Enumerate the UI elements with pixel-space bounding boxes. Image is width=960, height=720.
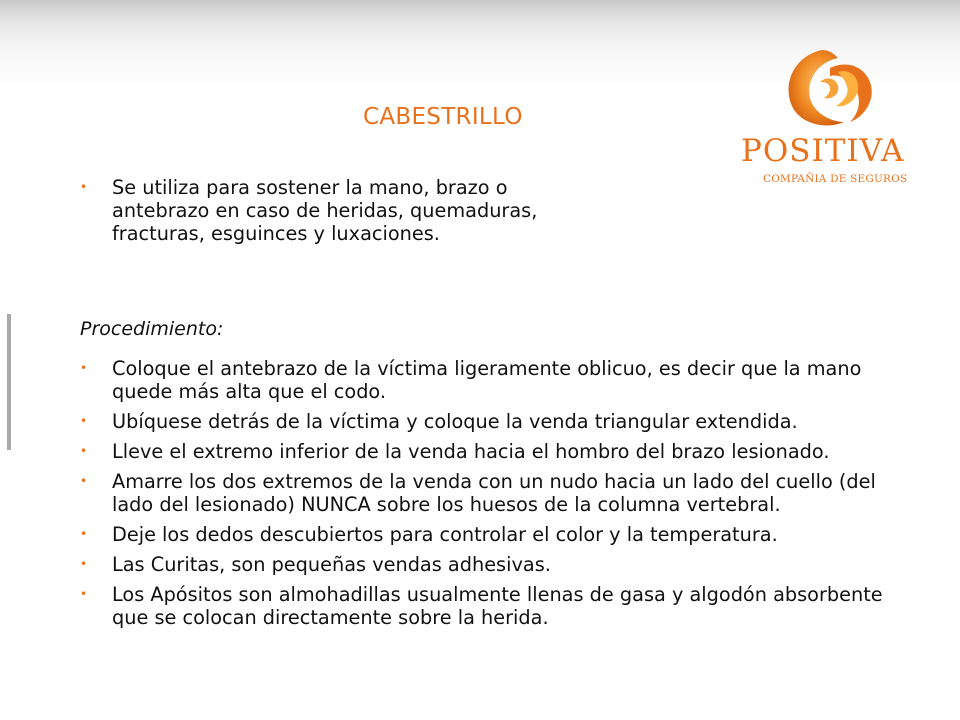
procedure-step-text: Coloque el antebrazo de la víctima ligeramente oblicuo, es decir que la mano quede más alta que el codo. bbox=[112, 357, 862, 403]
procedure-steps-list bbox=[80, 357, 900, 636]
procedure-step-text: Ubíquese detrás de la víctima y coloque la venda triangular extendida. bbox=[112, 410, 798, 433]
procedure-label: Procedimiento: bbox=[80, 318, 224, 340]
procedure-step-item bbox=[80, 470, 900, 516]
procedure-step-text: Deje los dedos descubiertos para controlar el color y la temperatura. bbox=[112, 523, 778, 546]
bullet-dot-icon: • bbox=[80, 180, 88, 194]
procedure-step-item bbox=[80, 440, 900, 463]
bullet-dot-icon: • bbox=[80, 557, 88, 571]
slide-title: CABESTRILLO bbox=[363, 104, 523, 130]
bullet-dot-icon: • bbox=[80, 527, 88, 541]
logo-wordmark: POSITIVA bbox=[741, 133, 905, 169]
procedure-step-text: Los Apósitos son almohadillas usualmente llenas de gasa y algodón absorbente que se colocan directamente sobre la herida. bbox=[112, 583, 883, 629]
left-accent-bar bbox=[7, 314, 11, 450]
procedure-step-item bbox=[80, 583, 900, 629]
intro-bullet-text: Se utiliza para sostener la mano, brazo o antebrazo en caso de heridas, quemaduras, fracturas, esguinces y luxaciones. bbox=[112, 176, 538, 245]
positiva-logo-icon bbox=[734, 42, 924, 192]
procedure-step-item bbox=[80, 523, 900, 546]
procedure-step-item bbox=[80, 357, 900, 403]
procedure-step-text: Lleve el extremo inferior de la venda hacia el hombro del brazo lesionado. bbox=[112, 440, 830, 463]
procedure-step-text: Las Curitas, son pequeñas vendas adhesivas. bbox=[112, 553, 551, 576]
procedure-step-item bbox=[80, 410, 900, 433]
procedure-step-text: Amarre los dos extremos de la venda con un nudo hacia un lado del cuello (del lado del lesionado) NUNCA sobre los huesos de la columna vertebral. bbox=[112, 470, 876, 516]
procedure-step-item bbox=[80, 553, 900, 576]
bullet-dot-icon: • bbox=[80, 414, 88, 428]
logo-subtitle: COMPAÑIA DE SEGUROS bbox=[763, 173, 908, 185]
bullet-dot-icon: • bbox=[80, 474, 88, 488]
bullet-dot-icon: • bbox=[80, 587, 88, 601]
intro-bullet-item bbox=[80, 176, 570, 245]
bullet-dot-icon: • bbox=[80, 361, 88, 375]
intro-bullet-list bbox=[80, 176, 570, 245]
bullet-dot-icon: • bbox=[80, 444, 88, 458]
